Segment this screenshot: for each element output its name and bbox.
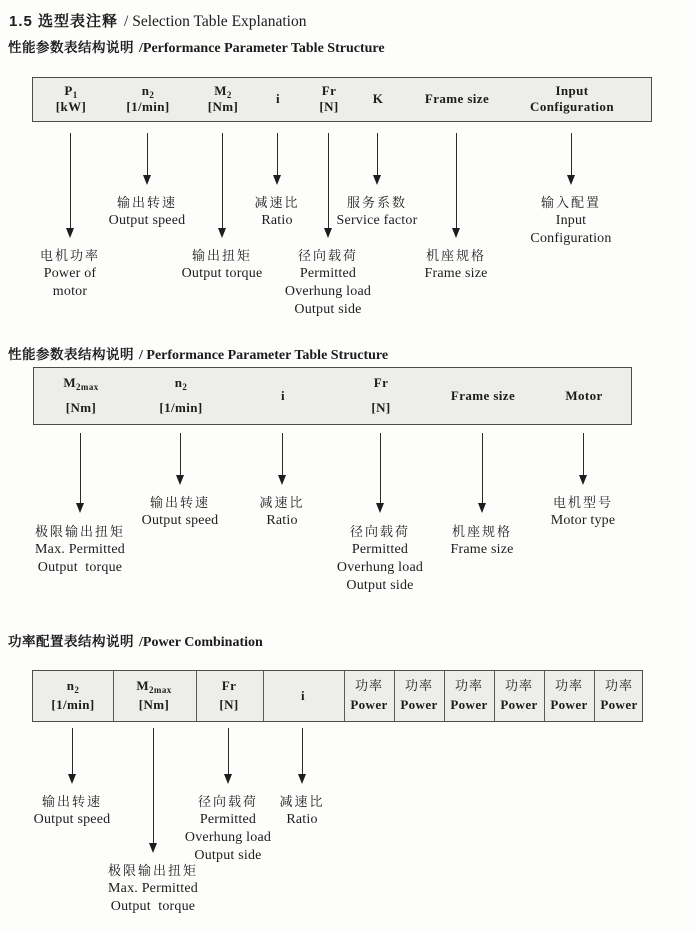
label-line: 机座规格	[425, 248, 486, 263]
header-symbol	[355, 678, 383, 693]
column-divider	[444, 671, 445, 721]
callout-arrow	[456, 133, 457, 229]
header-unit: Power	[500, 697, 538, 712]
header-symbol	[64, 83, 77, 98]
header-unit: Power	[350, 697, 388, 712]
arrow-down-icon	[298, 774, 306, 784]
header-symbol	[425, 91, 489, 106]
header-symbol	[405, 678, 433, 693]
header-symbol-text: M	[136, 678, 150, 693]
section-heading-en: /Power Combination	[139, 635, 263, 650]
table-header-cell	[451, 368, 515, 424]
callout-arrow	[328, 133, 329, 229]
table-header-cell	[350, 671, 387, 721]
label-line: 输出转速	[41, 794, 103, 809]
label-line: Configuration	[530, 231, 612, 246]
label-line: Service factor	[336, 213, 418, 228]
arrow-down-icon	[149, 843, 157, 853]
header-unit: Power	[400, 697, 438, 712]
arrow-down-icon	[579, 475, 587, 485]
table-header-cell	[565, 368, 602, 424]
header-symbol-text: 功率	[554, 678, 583, 693]
label-line: Output speed	[108, 213, 186, 228]
section-heading-zh: 性能参数表结构说明	[8, 40, 134, 55]
label-line: 极限输出扭矩	[107, 863, 199, 878]
table-header-cell	[63, 368, 98, 424]
callout-label	[40, 247, 100, 301]
header-unit: [1/min]	[159, 400, 203, 415]
header-symbol-text: 功率	[454, 678, 483, 693]
label-line: Max. Permitted	[108, 881, 198, 896]
header-symbol	[565, 388, 602, 403]
header-symbol	[555, 83, 588, 98]
header-unit: [1/min]	[126, 99, 170, 114]
header-symbol-text: Fr	[373, 375, 389, 390]
header-subscript: 1	[72, 90, 78, 100]
header-unit: Configuration	[530, 99, 614, 114]
column-divider	[544, 671, 545, 721]
callout-label	[424, 247, 487, 283]
label-line: Output side	[194, 848, 262, 863]
label-line: 输出转速	[116, 195, 178, 210]
header-unit: [kW]	[55, 99, 87, 114]
label-line: Output side	[294, 302, 362, 317]
label-line: 减速比	[259, 495, 305, 510]
header-unit: [Nm]	[138, 697, 170, 712]
header-subscript: 2max	[149, 685, 172, 695]
label-line: 输出转速	[149, 495, 211, 510]
callout-label	[337, 523, 423, 595]
arrow-down-icon	[66, 228, 74, 238]
arrow-down-icon	[324, 228, 332, 238]
header-subscript: 2	[182, 382, 188, 392]
label-line: Output torque	[181, 266, 263, 281]
callout-arrow	[80, 433, 81, 504]
callout-arrow	[277, 133, 278, 176]
label-line: Permitted	[351, 542, 409, 557]
label-line: Output torque	[110, 899, 196, 914]
header-symbol-text: i	[300, 687, 306, 703]
label-line: Frame size	[450, 542, 514, 557]
header-symbol	[301, 688, 305, 703]
header-symbol	[555, 678, 583, 693]
callout-label	[109, 194, 186, 230]
column-divider	[113, 671, 114, 721]
table-header-cell	[450, 671, 487, 721]
label-line: 径向载荷	[197, 794, 259, 809]
callout-arrow	[228, 728, 229, 775]
label-line: 极限输出扭矩	[34, 524, 126, 539]
header-symbol	[455, 678, 483, 693]
header-symbol-text: Frame size	[450, 387, 516, 403]
callout-arrow	[147, 133, 148, 176]
header-symbol-text: Fr	[221, 678, 237, 693]
header-symbol-text: 功率	[404, 678, 433, 693]
arrow-down-icon	[278, 475, 286, 485]
header-symbol-text: Frame size	[424, 91, 490, 106]
callout-label	[35, 523, 125, 577]
label-line: Overhung load	[284, 284, 372, 299]
callout-arrow	[153, 728, 154, 844]
header-symbol-text: Fr	[321, 83, 337, 98]
header-symbol	[67, 678, 80, 693]
header-symbol-text: 功率	[604, 678, 633, 693]
header-symbol-text: i	[275, 91, 281, 106]
table-header-cell	[208, 78, 238, 121]
header-symbol	[276, 91, 280, 106]
column-divider	[196, 671, 197, 721]
callout-label	[185, 793, 271, 865]
label-line: Ratio	[261, 213, 293, 228]
callout-arrow	[180, 433, 181, 476]
callout-arrow	[222, 133, 223, 229]
table-header-cell	[276, 78, 280, 121]
header-unit: [Nm]	[65, 400, 97, 415]
column-divider	[263, 671, 264, 721]
parameter-table-3	[32, 670, 643, 722]
table-header-cell	[126, 78, 169, 121]
callout-arrow	[377, 133, 378, 176]
arrow-down-icon	[376, 503, 384, 513]
table-header-cell	[400, 671, 437, 721]
arrow-down-icon	[143, 175, 151, 185]
parameter-table-1	[32, 77, 652, 122]
header-symbol-text: 功率	[354, 678, 383, 693]
table-header-cell	[373, 78, 384, 121]
label-line: Power of	[43, 266, 97, 281]
header-symbol-text: n	[141, 83, 150, 98]
header-unit: [N]	[371, 400, 391, 415]
label-line: Ratio	[286, 812, 318, 827]
label-line: Frame size	[424, 266, 488, 281]
arrow-down-icon	[273, 175, 281, 185]
section-heading-zh: 功率配置表结构说明	[8, 634, 134, 649]
label-line: Permitted	[199, 812, 257, 827]
header-symbol	[374, 375, 389, 390]
label-line: motor	[52, 284, 88, 299]
callout-label	[34, 793, 111, 829]
header-symbol-text: Input	[555, 83, 589, 98]
label-line: Permitted	[299, 266, 357, 281]
header-symbol-text: n	[66, 678, 75, 693]
label-line: Output torque	[37, 560, 123, 575]
header-symbol	[142, 83, 155, 98]
column-divider	[344, 671, 345, 721]
label-line: 径向载荷	[349, 524, 411, 539]
header-symbol	[451, 388, 515, 403]
arrow-down-icon	[567, 175, 575, 185]
header-symbol-text: M	[214, 83, 227, 98]
header-unit: [1/min]	[51, 697, 95, 712]
header-symbol-text: n	[174, 375, 183, 390]
callout-label	[279, 793, 324, 829]
table-header-cell	[281, 368, 285, 424]
label-line: 机座规格	[451, 524, 512, 539]
callout-label	[108, 862, 198, 916]
table-header-cell	[51, 671, 94, 721]
table-header-cell	[530, 78, 614, 121]
label-line: Overhung load	[336, 560, 424, 575]
table-header-cell	[319, 78, 338, 121]
header-subscript: 2	[226, 90, 232, 100]
header-subscript: 2	[149, 90, 155, 100]
callout-arrow	[72, 728, 73, 775]
callout-label	[182, 247, 263, 283]
column-divider	[394, 671, 395, 721]
label-line: 输入配置	[540, 195, 601, 210]
header-symbol	[281, 388, 285, 403]
page-title	[9, 10, 306, 31]
header-subscript: 2	[74, 685, 80, 695]
callout-arrow	[70, 133, 71, 229]
page-title-en: / Selection Table Explanation	[124, 13, 307, 30]
arrow-down-icon	[176, 475, 184, 485]
header-subscript: 2max	[76, 382, 99, 392]
arrow-down-icon	[68, 774, 76, 784]
section-heading-en: / Performance Parameter Table Structure	[139, 348, 389, 363]
table-header-cell	[159, 368, 202, 424]
column-divider	[494, 671, 495, 721]
arrow-down-icon	[76, 503, 84, 513]
callout-label	[285, 247, 371, 319]
header-symbol-text: K	[372, 91, 384, 106]
label-line: 径向载荷	[297, 248, 359, 263]
header-unit: [N]	[219, 697, 239, 712]
header-symbol-text: 功率	[504, 678, 533, 693]
label-line: Overhung load	[184, 830, 272, 845]
callout-label	[259, 494, 304, 530]
label-line: Max. Permitted	[35, 542, 125, 557]
table-header-cell	[550, 671, 587, 721]
header-symbol	[222, 678, 237, 693]
callout-label	[530, 194, 611, 248]
header-symbol	[63, 375, 98, 390]
header-symbol	[136, 678, 171, 693]
callout-arrow	[302, 728, 303, 775]
callout-arrow	[482, 433, 483, 504]
callout-label	[551, 494, 616, 530]
section-heading	[8, 343, 388, 364]
section-heading-en: /Performance Parameter Table Structure	[139, 41, 385, 56]
header-symbol	[373, 91, 384, 106]
label-line: Input	[555, 213, 587, 228]
callout-arrow	[571, 133, 572, 176]
header-symbol	[214, 83, 232, 98]
callout-label	[337, 194, 418, 230]
label-line: 减速比	[279, 794, 325, 809]
header-symbol-text: i	[280, 387, 286, 403]
column-divider	[594, 671, 595, 721]
callout-label	[450, 523, 513, 559]
table-header-cell	[425, 78, 489, 121]
label-line: 减速比	[254, 195, 300, 210]
label-line: Output speed	[33, 812, 111, 827]
table-header-cell	[500, 671, 537, 721]
arrow-down-icon	[452, 228, 460, 238]
arrow-down-icon	[373, 175, 381, 185]
callout-arrow	[583, 433, 584, 476]
header-symbol-text: M	[63, 375, 77, 390]
callout-label	[254, 194, 299, 230]
page-title-zh: 1.5 选型表注释	[9, 13, 119, 30]
table-header-cell	[600, 671, 637, 721]
header-symbol	[605, 678, 633, 693]
header-symbol-text: P	[64, 83, 73, 98]
callout-arrow	[380, 433, 381, 504]
table-header-cell	[219, 671, 238, 721]
header-unit: [N]	[319, 99, 339, 114]
arrow-down-icon	[218, 228, 226, 238]
header-symbol	[175, 375, 188, 390]
header-unit: Power	[450, 697, 488, 712]
callout-arrow	[282, 433, 283, 476]
label-line: Output speed	[141, 513, 219, 528]
header-unit: Power	[600, 697, 638, 712]
header-unit: Power	[550, 697, 588, 712]
table-header-cell	[301, 671, 305, 721]
section-heading-zh: 性能参数表结构说明	[8, 347, 134, 362]
section-heading	[8, 630, 263, 651]
header-symbol	[322, 83, 337, 98]
label-line: Ratio	[266, 513, 298, 528]
label-line: 电机型号	[552, 495, 614, 510]
parameter-table-2	[33, 367, 632, 425]
table-header-cell	[136, 671, 171, 721]
arrow-down-icon	[224, 774, 232, 784]
header-symbol	[505, 678, 533, 693]
label-line: Output side	[346, 578, 414, 593]
arrow-down-icon	[478, 503, 486, 513]
table-header-cell	[371, 368, 390, 424]
table-header-cell	[56, 78, 87, 121]
section-heading	[8, 36, 385, 57]
callout-label	[142, 494, 219, 530]
label-line: 输出扭矩	[191, 248, 253, 263]
label-line: 电机功率	[39, 248, 101, 263]
label-line: 服务系数	[346, 195, 408, 210]
label-line: Motor type	[550, 513, 616, 528]
header-unit: [Nm]	[207, 99, 239, 114]
header-symbol-text: Motor	[565, 387, 603, 403]
